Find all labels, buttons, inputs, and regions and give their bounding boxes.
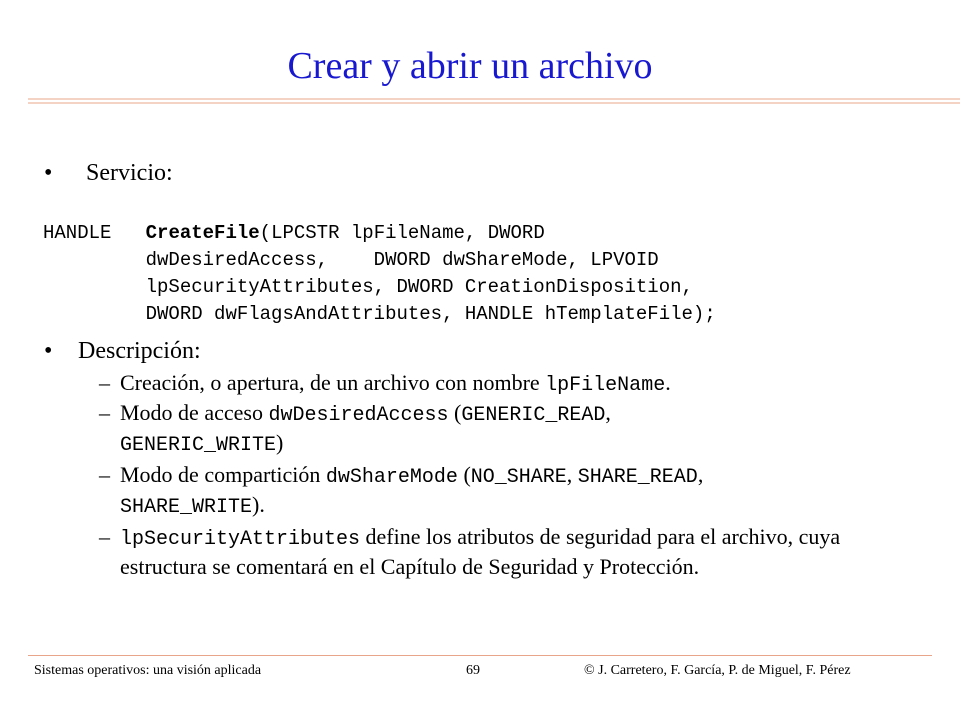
item-text: .	[665, 370, 671, 395]
footer-book-title: Sistemas operativos: una visión aplicada	[34, 663, 262, 678]
code-line-1-rest: (LPCSTR lpFileName, DWORD	[259, 222, 545, 244]
code-line-4: DWORD dwFlagsAndAttributes, HANDLE hTemplateFile);	[145, 303, 716, 325]
footer-authors: © J. Carretero, F. García, P. de Miguel, F. Pérez	[584, 663, 851, 678]
item-text: (	[448, 400, 462, 425]
code-function-name: CreateFile	[145, 222, 260, 244]
descripcion-item	[99, 523, 899, 580]
bullet-servicio	[44, 160, 52, 187]
servicio-label: Servicio:	[86, 160, 173, 186]
item-text: )	[276, 430, 284, 455]
item-text: Modo de acceso	[120, 400, 269, 425]
item-text: define los atributos de seguridad para el archivo, cuya estructura se comentará en el Capítulo de Seguridad y Protección.	[120, 524, 841, 579]
item-code: GENERIC_WRITE	[120, 434, 277, 457]
bullet-icon: •	[44, 160, 53, 186]
code-line-3: lpSecurityAttributes, DWORD CreationDisposition,	[145, 276, 693, 298]
descripcion-label: Descripción:	[78, 338, 201, 364]
item-code: NO_SHARE	[470, 466, 567, 489]
item-text: Creación, o apertura, de un archivo con nombre	[120, 370, 546, 395]
item-code: lpSecurityAttributes	[120, 528, 361, 551]
item-text: ,	[566, 462, 578, 487]
descripcion-item	[99, 399, 899, 459]
code-return-type: HANDLE	[43, 222, 112, 244]
bullet-icon: •	[44, 338, 53, 364]
item-text: Modo de compartición	[120, 462, 326, 487]
item-text: ).	[252, 492, 265, 517]
item-code: SHARE_WRITE	[120, 496, 253, 519]
item-code: dwDesiredAccess	[268, 404, 449, 427]
footer-divider	[28, 655, 932, 656]
dash-marker: –	[99, 524, 110, 549]
title-underline	[28, 98, 960, 104]
slide-title: Crear y abrir un archivo	[287, 45, 653, 87]
item-text: (	[457, 462, 471, 487]
dash-marker: –	[99, 462, 110, 487]
descripcion-item	[99, 369, 899, 399]
descripcion-list	[99, 369, 899, 580]
item-text: ,	[697, 462, 704, 487]
item-code: dwShareMode	[325, 466, 458, 489]
dash-marker: –	[99, 370, 110, 395]
code-line-2: dwDesiredAccess, DWORD dwShareMode, LPVOID	[145, 249, 659, 271]
item-code: SHARE_READ	[577, 466, 698, 489]
descripcion-item	[99, 461, 899, 521]
bullet-descripcion	[44, 338, 52, 365]
createfile-signature	[43, 193, 716, 328]
dash-marker: –	[99, 400, 110, 425]
item-text: ,	[605, 400, 611, 425]
title-underline-graphic	[28, 98, 960, 104]
item-code: lpFileName	[545, 374, 666, 397]
footer-page-number: 69	[466, 663, 480, 678]
item-code: GENERIC_READ	[461, 404, 606, 427]
